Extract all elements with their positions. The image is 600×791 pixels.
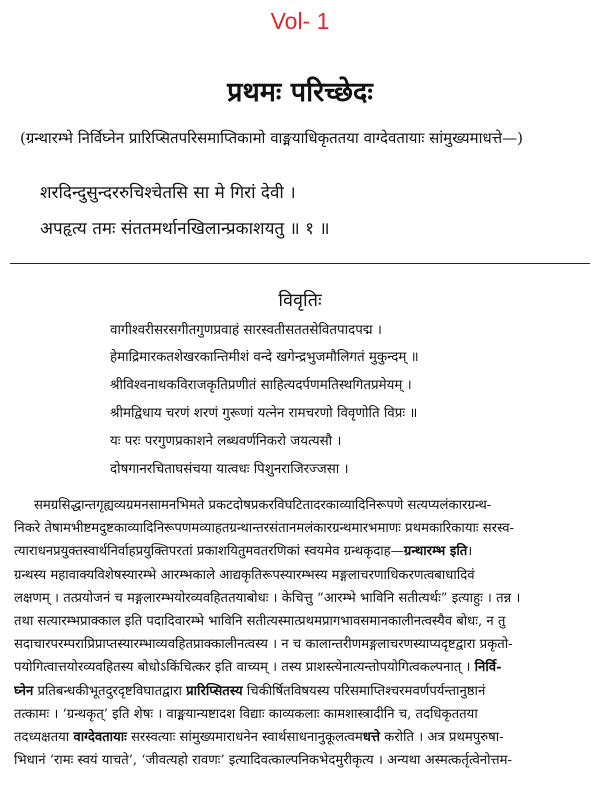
commentary-text: चिकीर्षितविषयस्य परिसमाप्तिश्चरमवर्णपर्यन्तानुष्ठानं <box>242 683 486 699</box>
commentary-line <box>14 517 590 540</box>
commentary-text: ग्रन्थस्य महावाक्यविशेषस्यारम्भे आरम्भकाले आद्यकृतिरूपस्यारम्भस्य मङ्गलाचरणाधिकरणत्वबाधादिवं <box>14 567 475 583</box>
commentary-text: पयोगित्वात्तयोरव्यवहितस्य बोधोऽकिंचित्कर इति वाच्यम् । तस्य प्राशस्त्येनात्यन्तोपयोगित्वकल्पनात् । <box>14 660 475 676</box>
commentary-line <box>14 656 590 679</box>
commentary-title: विवृतिः <box>278 290 322 311</box>
intro-note: (ग्रन्थारम्भे निर्विघ्नेन प्रारिप्सितपरिसमाप्तिकामो वाङ्मयाधिकृततया वाग्देवतायाः सांमुख्यमाधत्ते—) <box>20 129 523 147</box>
commentary-text: । <box>467 544 473 560</box>
commentary-text: सदाचारपरम्पराप्रिप्राप्तस्यारम्भाव्यवहितप्राक्कालीनत्वस्य । न च कालान्तरीणमङ्गलाचरणस्याप्यदृष्टद्वारा प्रकृतो- <box>14 637 513 653</box>
commentary-verse-2: हेमाद्रिमारकतशेखरकान्तिमीशं वन्दे खगेन्द्रभुजमौलिगतं मुकुन्दम् ॥ <box>110 350 419 365</box>
commentary-text: भिधानं ‘रामः स्वयं याचते’, ‘जीवत्यहो रावणः’ इत्यादिवत्काल्पनिकभेदमुरीकृत्य । अन्यथा अस्मत्कर्तृत्वेनोत्तम- <box>14 753 512 769</box>
commentary-verse-4: श्रीमद्विधाय चरणं शरणं गुरूणां यत्नेन रामचरणो विवृणोति विप्रः ॥ <box>110 406 418 421</box>
commentary-text: लक्षणम् । तत्प्रयोजनं च मङ्गलारम्भयोरव्यवहिततयाबोधः । केचित्तु “आरम्भे भाविनि सतीत्यर्थः” इत्याहुः । तन्न । <box>14 590 521 606</box>
commentary-text: समग्रसिद्धान्तगृह्यव्यग्रमनसामनभिमते प्रकटदोषप्रकरविघटितादरकाव्यादिनिरूपणे सत्यप्यलंकारग्रन्थ- <box>34 498 492 513</box>
commentary-text: सरस्वत्याः सांमुख्यमाराधनेन स्वार्थसाधनानुकूलत्वम <box>126 729 363 745</box>
commentary-line <box>14 494 590 517</box>
commentary-lemma: प्रारिप्सितस्य <box>186 683 243 699</box>
commentary-lemma: वाग्देवतायाः <box>73 729 127 745</box>
commentary-text: तदध्यक्षतया <box>14 729 74 745</box>
commentary-text: तत्कामः । ‘ग्रन्थकृत्’ इति शेषः । वाङ्मयान्यष्टादश विद्याः काव्यकलाः कामशास्त्रादीनि च, तदधिकृततया <box>14 706 478 722</box>
verse-line-2: अपहृत्य तमः संततमर्थानखिलान्प्रकाशयतु ॥ १ ॥ <box>40 219 330 239</box>
commentary-verse-5: यः परः परगुणप्रकाशने लब्धवर्णनिकरो जयत्यसौ । <box>110 434 342 449</box>
commentary-verse-6: दोषगानरचिताघसंचया यात्वधः पिशुनराजिरज्जसा । <box>110 462 349 477</box>
commentary-text: त्याराधनप्रयुक्तस्वार्थनिर्वाहप्रयुक्तिपरतां प्रकाशयितुमवतरणिकां स्वयमेव ग्रन्थकृदाह— <box>14 544 404 560</box>
commentary-verse-3: श्रीविश्वनाथकविराजकृतिप्रणीतं साहित्यदर्पणमतिस्थगितप्रमेयम् । <box>110 378 412 393</box>
commentary-line <box>14 703 590 726</box>
commentary-line <box>14 633 590 656</box>
commentary-lemma: निर्वि- <box>474 660 502 676</box>
commentary-line <box>14 610 590 633</box>
commentary-line <box>14 680 590 703</box>
commentary-lemma: धत्ते <box>362 729 380 745</box>
commentary-verse-1: वागीश्वरीसरसगीतगुणप्रवाहं सारस्वतीसततसेवितपादपद्म । <box>110 323 382 338</box>
commentary-text: निकरे तेषामभीष्टमदुष्टकाव्यादिनिरूपणमव्याहतग्रन्थान्तरसंतानमलंकारग्रन्थमारभमाणः प्रथमकारिकायाः सरस्व- <box>14 521 514 537</box>
commentary-body <box>14 494 590 772</box>
commentary-line <box>14 587 590 610</box>
commentary-text: प्रतिबन्धकीभूतदुरदृष्टविघातद्वारा <box>33 683 187 699</box>
verse-line-1: शरदिन्दुसुन्दररुचिश्चेतसि सा मे गिरां देवी । <box>40 183 296 203</box>
commentary-line <box>14 540 590 563</box>
commentary-line <box>14 749 590 772</box>
commentary-text: करोति । अत्र प्रथमपुरुषा- <box>379 729 504 745</box>
volume-label: Vol- 1 <box>270 8 330 34</box>
commentary-lemma: ग्रन्थारम्भ इति <box>403 544 468 560</box>
section-divider <box>10 263 590 264</box>
commentary-lemma: घ्नेन <box>14 683 34 699</box>
commentary-text: तथा सत्यारम्भप्राक्काल इति पदादिवारम्भे भाविनि सतीत्यस्मात्प्रथमप्रागभावसमानकालीनत्वस्यैव बोधः, न तु <box>14 613 506 629</box>
commentary-line <box>14 564 590 587</box>
commentary-line <box>14 726 590 749</box>
chapter-heading: प्रथमः परिच्छेदः <box>227 77 373 108</box>
